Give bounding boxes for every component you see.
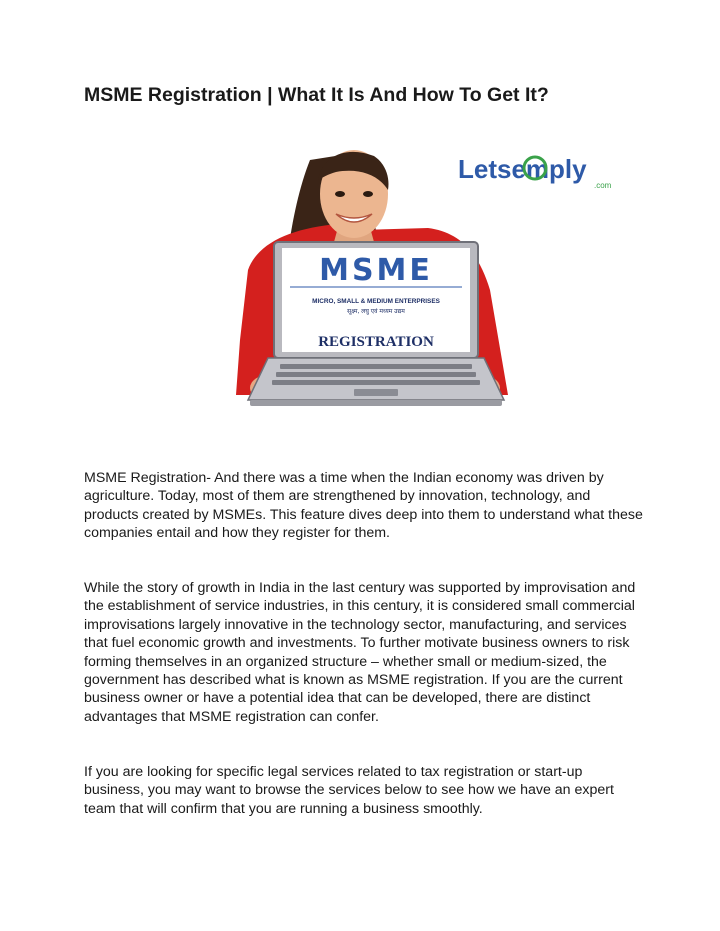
document-title: MSME Registration | What It Is And How To Get It?	[84, 84, 549, 106]
screen-logo: MSME	[319, 253, 433, 288]
screen-subtitle-hindi: सूक्ष्म, लघु एवं मध्यम उद्यम	[347, 308, 405, 315]
paragraph-intro: MSME Registration- And there was a time when the Indian economy was driven by agriculture. Today, most of them are strengthened by innovation, technology, and products created by MSMEs. This feature dives deep into them to understand what these companies entail and how they register for them.	[84, 470, 643, 542]
logo-brand-text: Letsemply	[458, 154, 587, 184]
hero-image	[228, 150, 628, 420]
screen-registration-label: REGISTRATION	[318, 334, 434, 350]
laptop-keys	[272, 364, 480, 385]
msme-registration-illustration	[228, 150, 628, 420]
laptop-touchpad	[354, 389, 398, 396]
paragraph-services: If you are looking for specific legal services related to tax registration or start-up business, you may want to browse the services below to see how we have an expert team that will confirm that you are running a business smoothly.	[84, 764, 614, 817]
paragraph-growth: While the story of growth in India in the last century was supported by improvisation and the establishment of service industries, in this century, it is considered small commercial improvisations largely innovative in the technology sector, manufacturing, and services that fuel economic growth and investments. To further motivate business owners to risk forming themselves in an organized structure – whether small or medium-sized, the government has described what is known as MSME registration. If you are the current business owner or have a potential idea that can be developed, there are distinct advantages that MSME registration can confer.	[84, 580, 636, 725]
letsemply-logo	[458, 154, 612, 190]
logo-domain-text: .com	[594, 181, 612, 190]
eye-right	[363, 191, 373, 197]
eye-left	[335, 191, 345, 197]
laptop-base-edge	[250, 400, 502, 406]
screen-subtitle: MICRO, SMALL & MEDIUM ENTERPRISES	[312, 298, 440, 305]
